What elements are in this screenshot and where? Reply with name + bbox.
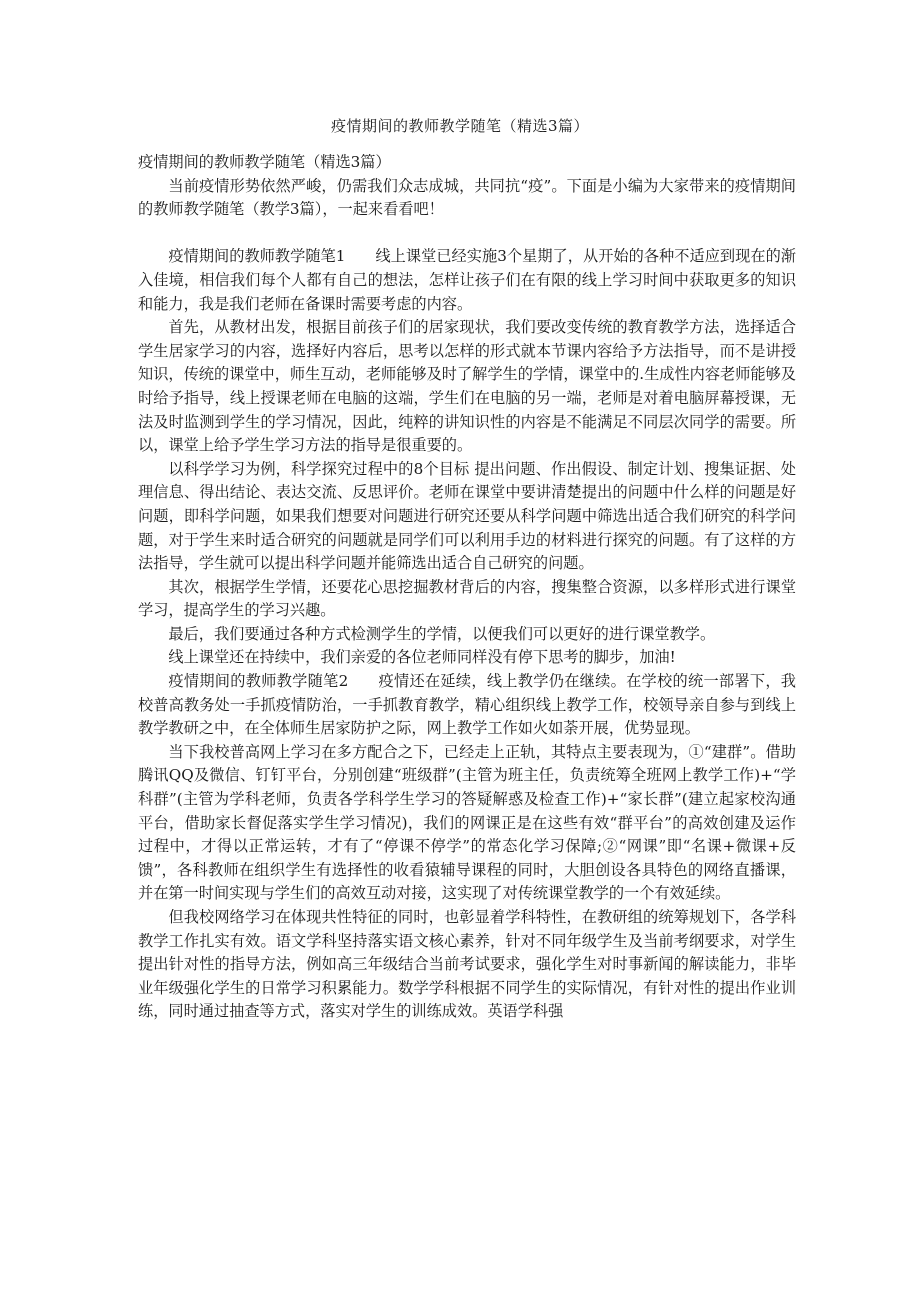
essay1-paragraph-6: 线上课堂还在持续中，我们亲爱的各位老师同样没有停下思考的脚步，加油! <box>168 648 676 667</box>
essay1-heading: 疫情期间的教师教学随笔1 <box>168 247 346 266</box>
document-body <box>138 151 796 1024</box>
essay1-paragraph-3: 以科学学习为例，科学探究过程中的8个目标 提出问题、作出假设、制定计划、搜集证据、处理信息、得出结论、表达交流、反思评价。老师在课堂中要讲清楚提出的问题中什么样的问题是好问题，即科学问题，如果我们想要对问题进行研究还要从科学问题中筛选出适合我们研究的科学问题，对于学生来时适合研究的问题就是同学们可以利用手边的材料进行探究的问题。有了这样的方法指导，学生就可以提出科学问题并能筛选出适合自己研究的问题。 <box>138 459 796 573</box>
essay2-paragraph-2: 当下我校普高网上学习在多方配合之下，已经走上正轨，其特点主要表现为，①“建群”。借助腾讯QQ及微信、钉钉平台，分别创建“班级群”(主管为班主任，负责统筹全班网上教学工作)+“学科群”(主管为学科老师，负责各学科学生学习的答疑解惑及检查工作)+“家长群”(建立起家校沟通平台，借助家长督促落实学生学习情况)，我们的网课正是在这些有效“群平台”的高效创建及运作过程中，才得以正常运转，才有了“停课不停学”的常态化学习保障;②“网课”即“名课+微课+反馈”，各科教师在组织学生有选择性的收看猿辅导课程的同时，大胆创设各具特色的网络直播课，并在第一时间实现与学生们的高效互动对接，这实现了对传统课堂教学的一个有效延续。 <box>138 742 796 903</box>
document-title: 疫情期间的教师教学随笔（精选3篇） <box>330 117 590 135</box>
essay2-first-paragraph <box>138 670 796 741</box>
essay1-paragraph-4: 其次，根据学生学情，还要花心思挖掘教材背后的内容，搜集整合资源，以多样形式进行课堂学习，提高学生的学习兴趣。 <box>138 577 796 620</box>
essay1-paragraph-5: 最后，我们要通过各种方式检测学生的学情，以便我们可以更好的进行课堂教学。 <box>168 624 716 643</box>
essay1-paragraph-2: 首先，从教材出发，根据目前孩子们的居家现状，我们要改变传统的教育教学方法，选择适合学生居家学习的内容，选择好内容后，思考以怎样的形式就本节课内容给予方法指导，而不是讲授知识，传统的课堂中，师生互动，老师能够及时了解学生的学情，课堂中的.生成性内容老师能够及时给予指导，线上授课老师在电脑的这端，学生们在电脑的另一端，老师是对着电脑屏幕授课，无法及时监测到学生的学习情况，因此，纯粹的讲知识性的内容是不能满足不同层次同学的需要。所以，课堂上给予学生学习方法的指导是很重要的。 <box>138 318 796 455</box>
essay2-paragraph-3: 但我校网络学习在体现共性特征的同时，也彰显着学科特性，在教研组的统筹规划下，各学科教学工作扎实有效。语文学科坚持落实语文核心素养，针对不同年级学生及当前考纲要求，对学生提出针对性的指导方法，例如高三年级结合当前考试要求，强化学生对时事新闻的解读能力，非毕业年级强化学生的日常学习积累能力。数学学科根据不同学生的实际情况，有针对性的提出作业训练，同时通过抽查等方式，落实对学生的训练成效。英语学科强 <box>138 908 796 1021</box>
essay1-paragraph-1: 线上课堂已经实施3个星期了，从开始的各种不适应到现在的渐入佳境，相信我们每个人都有自己的想法，怎样让孩子们在有限的线上学习时间中获取更多的知识和能力，我是我们老师在备课时需要考虑的内容。 <box>138 247 796 313</box>
document-subtitle: 疫情期间的教师教学随笔（精选3篇） <box>138 153 391 171</box>
intro-paragraph: 当前疫情形势依然严峻，仍需我们众志成城，共同抗“疫”。下面是小编为大家带来的疫情期间的教师教学随笔（教学3篇），一起来看看吧！ <box>138 176 796 219</box>
essay2-heading: 疫情期间的教师教学随笔2 <box>168 672 349 691</box>
essay2-paragraph-1: 疫情还在延续，线上教学仍在继续。在学校的统一部署下，我校普高教务处一手抓疫情防治，一手抓教育教学，精心组织线上教学工作，校领导亲自参与到线上教学教研之中，在全体师生居家防护之际，网上教学工作如火如荼开展，优势显现。 <box>138 672 796 738</box>
essay1-first-paragraph <box>138 245 796 316</box>
blank-line <box>138 222 796 246</box>
